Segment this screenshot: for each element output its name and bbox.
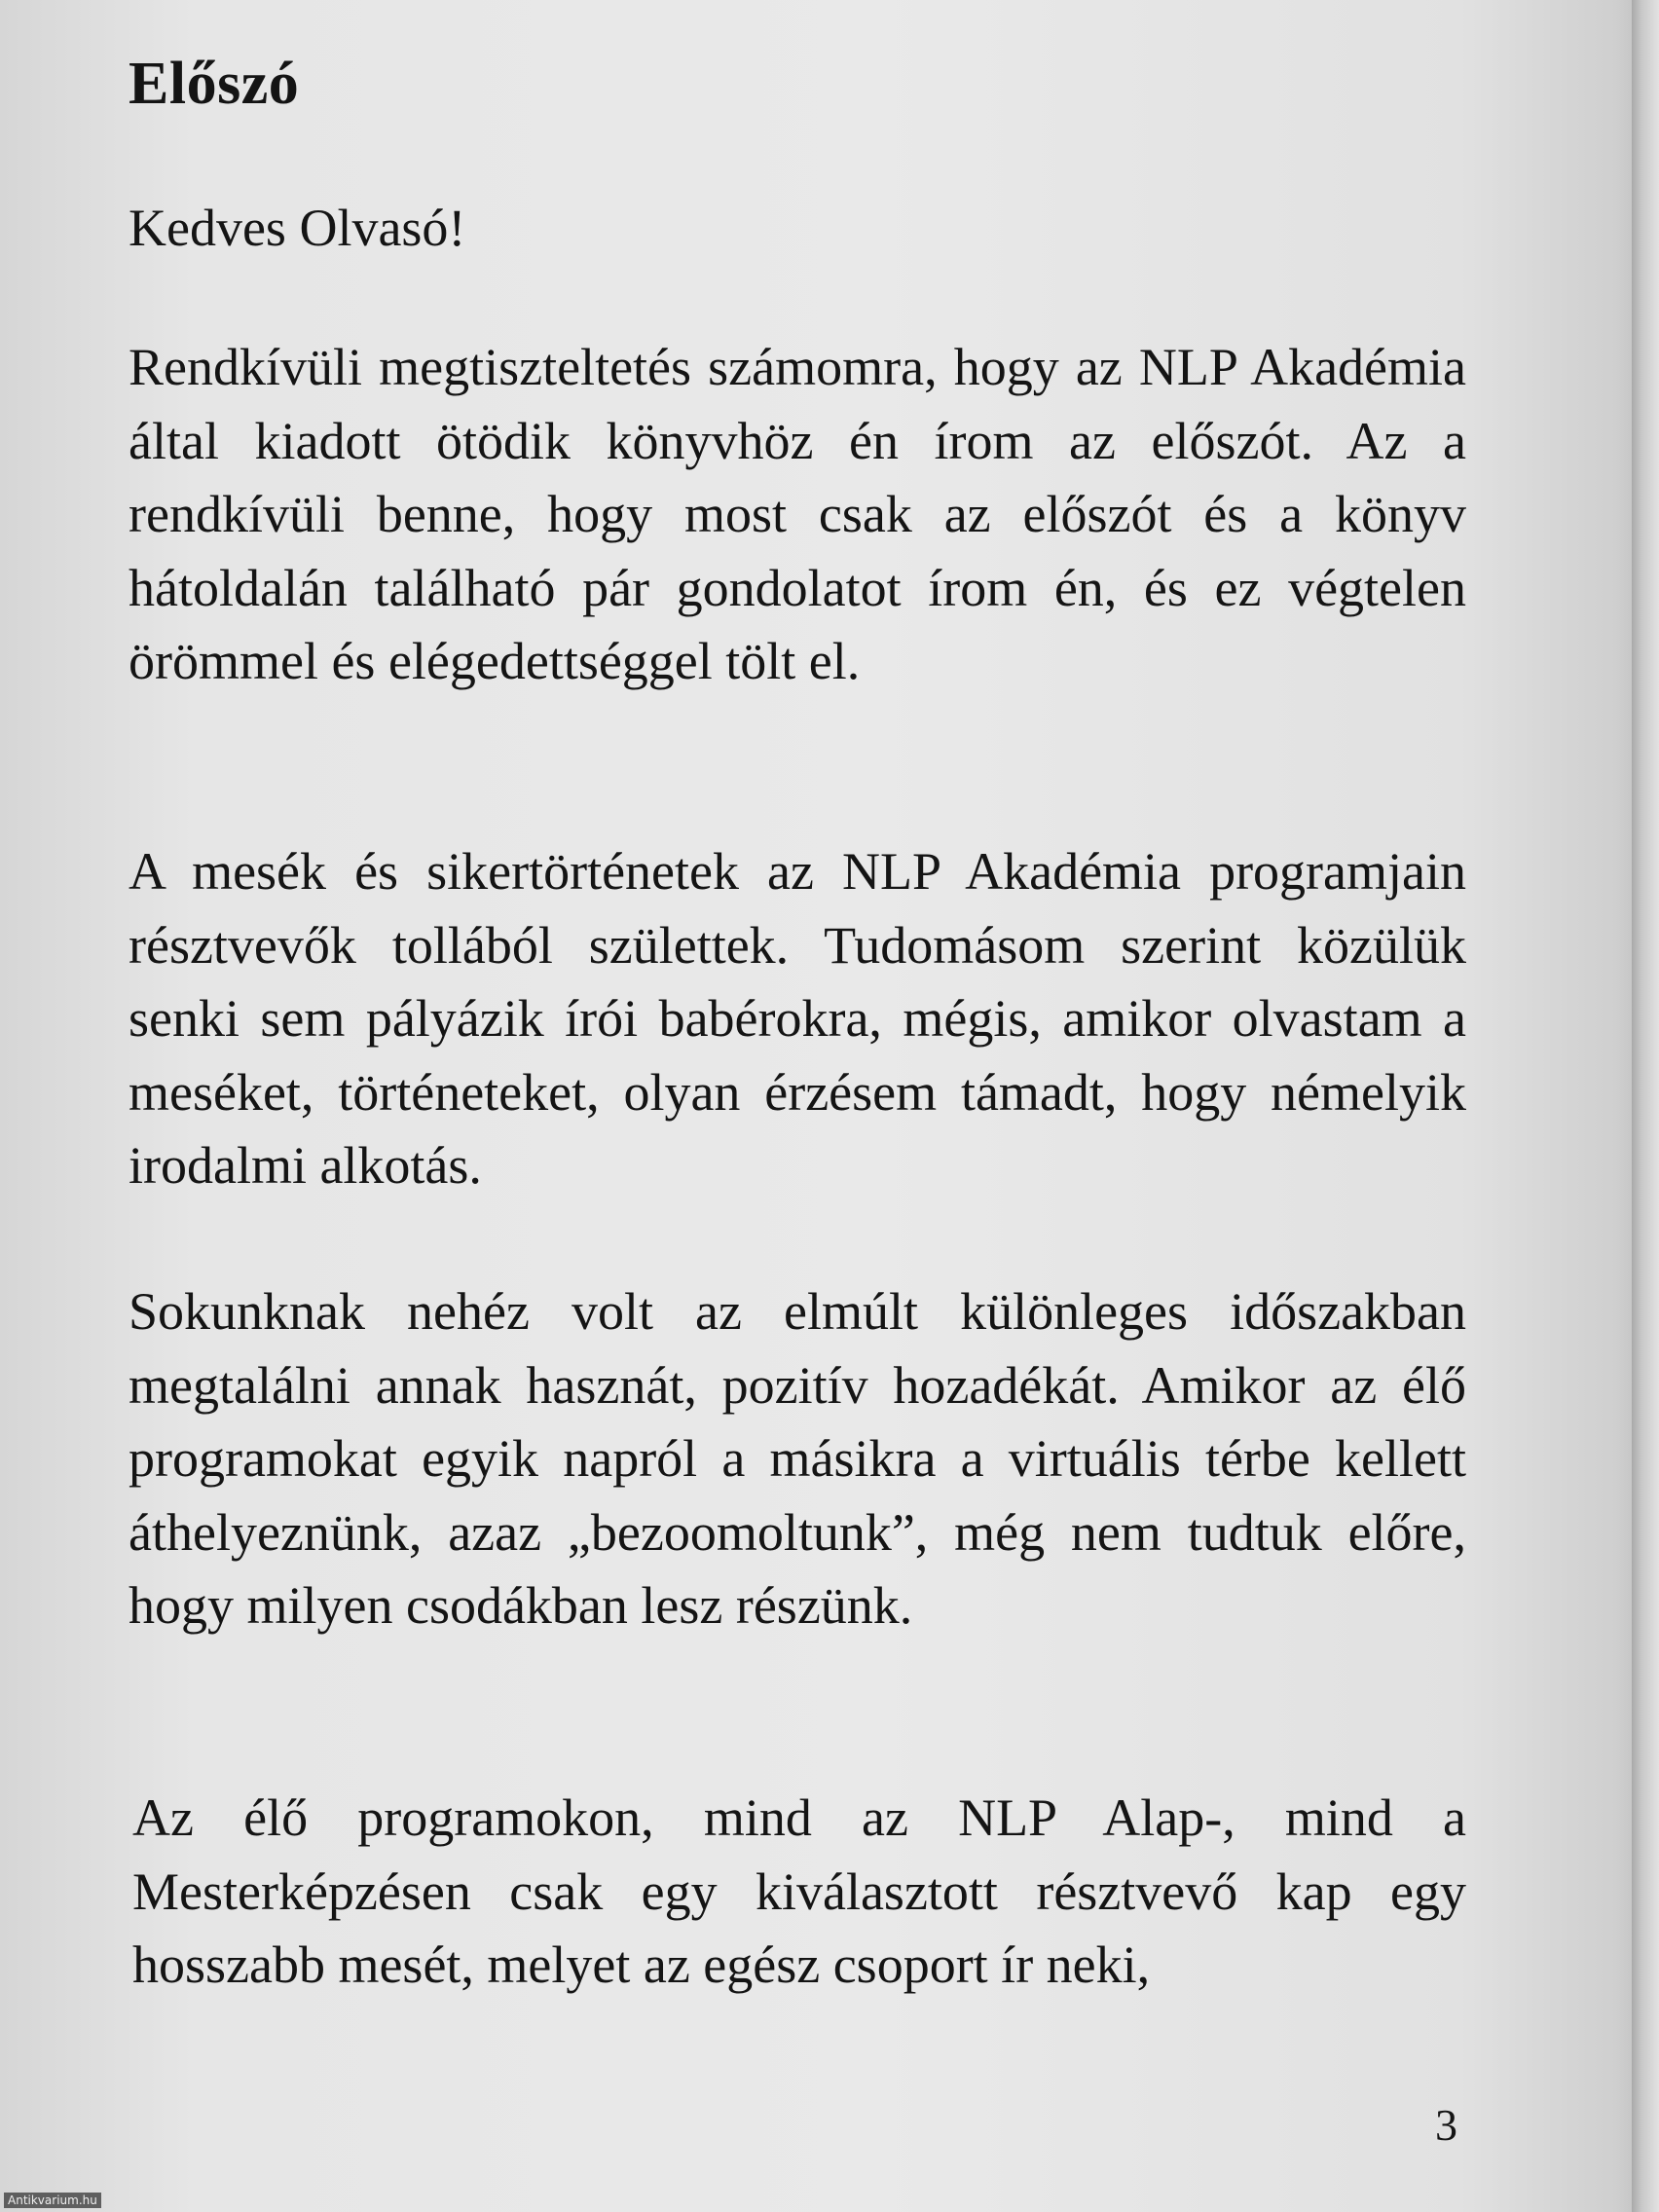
paragraph-2: A mesék és sikertörténetek az NLP Akadémia programjain résztvevők tollából születtek. Tudomásom szerint közülük senki sem pályázik írói babérokra, mégis, amikor olvastam a meséket, történeteket, olyan érzésem támadt, hogy némelyik irodalmi alkotás. [129, 842, 1466, 1195]
page-title: Előszó [129, 51, 300, 117]
paragraph-4: Az élő programokon, mind az NLP Alap-, mind a Mesterképzésen csak egy kiválasztott résztvevő kap egy hosszabb mesét, melyet az egész csoport ír neki, [132, 1788, 1466, 1994]
paragraph-1: Rendkívüli megtiszteltetés számomra, hogy az NLP Akadémia által kiadott ötödik könyvhöz én írom az előszót. Az a rendkívüli benne, hogy most csak az előszót és a könyv hátoldalán található pár gondolatot írom én, és ez végtelen örömmel és elégedettséggel tölt el. [129, 338, 1466, 690]
greeting-line: Kedves Olvasó! [129, 199, 466, 257]
paragraph-3: Sokunknak nehéz volt az elmúlt különleges időszakban megtalálni annak hasznát, pozitív hozadékát. Amikor az élő programokat egyik napról a másikra a virtuális térbe kellett áthelyeznünk, azaz „bezoomoltunk”, még nem tudtuk előre, hogy milyen csodákban lesz részünk. [129, 1282, 1466, 1635]
page-edge-shadow [1632, 0, 1659, 2212]
watermark: Antikvarium.hu [4, 2193, 101, 2208]
page-number: 3 [1435, 2100, 1457, 2150]
